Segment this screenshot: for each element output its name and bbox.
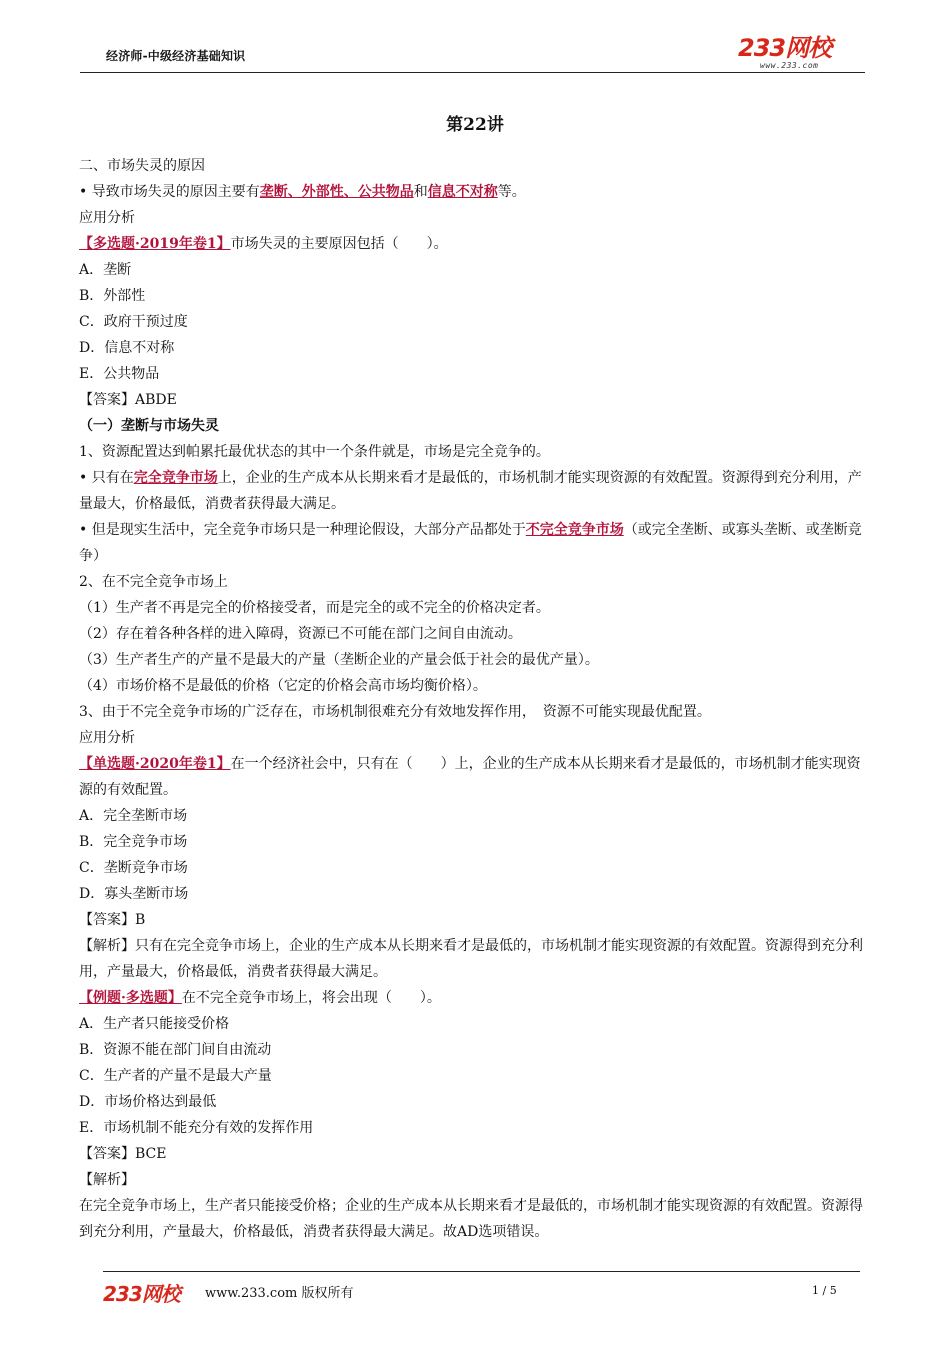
page-title: 第22讲: [446, 115, 504, 135]
paragraph: （2）存在着各种各样的进入障碍，资源已不可能在部门之间自由流动。: [79, 626, 522, 642]
paragraph: [79, 517, 871, 569]
question-text: 市场失灵的主要原因包括（ ）。: [230, 236, 448, 252]
header-divider: [80, 72, 865, 73]
paragraph: 2、在不完全竞争市场上: [79, 574, 228, 590]
footer-logo: 233网校: [103, 1282, 180, 1306]
option: A．生产者只能接受价格: [79, 1016, 230, 1032]
subsection-heading: （一）垄断与市场失灵: [79, 418, 219, 434]
label: 应用分析: [79, 210, 135, 226]
logo-url: www.233.com: [760, 61, 819, 70]
document-body: [79, 153, 871, 1245]
option: C．生产者的产量不是最大产量: [79, 1068, 272, 1084]
text: • 导致市场失灵的原因主要有: [79, 184, 260, 200]
text: 等。: [497, 184, 526, 200]
option: D．信息不对称: [79, 340, 175, 356]
option: B．完全竞争市场: [79, 834, 188, 850]
option: C．政府干预过度: [79, 314, 188, 330]
highlight-term: 信息不对称: [427, 184, 498, 200]
paragraph: [79, 465, 871, 517]
question-tag: 【单选题·2020年卷1】: [79, 756, 231, 772]
text: • 只有在: [79, 470, 134, 486]
option: D．寡头垄断市场: [79, 886, 189, 902]
label: 应用分析: [79, 730, 135, 746]
highlight-term: 不完全竞争市场: [525, 522, 624, 538]
answer: 【答案】ABDE: [79, 392, 177, 408]
paragraph: （3）生产者生产的产量不是最大的产量（垄断企业的产量会低于社会的最优产量）。: [79, 652, 599, 668]
option: E．公共物品: [79, 366, 160, 382]
question: [79, 231, 871, 257]
explanation: 【解析】只有在完全竞争市场上，企业的生产成本从长期来看才是最低的，市场机制才能实现资源的有效配置。资源得到充分利用，产量最大，价格最低，消费者获得最大满足。: [79, 938, 863, 980]
footer-copyright: www.233.com 版权所有: [205, 1286, 354, 1301]
paragraph: [79, 179, 871, 205]
question-text: 在一个经济社会中，只有在（ ）上，企业的生产成本从长期来看才是最低的，市场机制才能实现资源的有效配置。: [79, 756, 861, 798]
option: E．市场机制不能充分有效的发挥作用: [79, 1120, 314, 1136]
text: 和: [413, 184, 428, 200]
option: D．市场价格达到最低: [79, 1094, 217, 1110]
text: （或完全垄断、或寡头垄断、或垄断竞争）: [79, 522, 862, 564]
logo-main: 233网校: [738, 34, 832, 62]
paragraph: 3、由于不完全竞争市场的广泛存在，市场机制很难充分有效地发挥作用， 资源不可能实现最优配置。: [79, 704, 711, 720]
section-heading: 二、市场失灵的原因: [79, 158, 205, 174]
question-text: 在不完全竞争市场上，将会出现（ ）。: [181, 990, 441, 1006]
text: 上，企业的生产成本从长期来看才是最低的，市场机制才能实现资源的有效配置。资源得到充分利用，产量最大，价格最低，消费者获得最大满足。: [79, 470, 862, 512]
option: B．外部性: [79, 288, 146, 304]
highlight-term: 完全竞争市场: [133, 470, 218, 486]
question: [79, 985, 871, 1011]
highlight-term: 垄断、外部性、公共物品: [259, 184, 414, 200]
question: [79, 751, 871, 803]
paragraph: （4）市场价格不是最低的价格（它定的价格会高市场均衡价格）。: [79, 678, 487, 694]
option: A．完全垄断市场: [79, 808, 188, 824]
explanation-label: 【解析】: [79, 1172, 135, 1188]
text: • 但是现实生活中，完全竞争市场只是一种理论假设，大部分产品都处于: [79, 522, 526, 538]
question-tag: 【多选题·2019年卷1】: [79, 236, 231, 252]
answer: 【答案】B: [79, 912, 146, 928]
paragraph: （1）生产者不再是完全的价格接受者，而是完全的或不完全的价格决定者。: [79, 600, 550, 616]
option: B．资源不能在部门间自由流动: [79, 1042, 272, 1058]
page-number: 1 / 5: [812, 1284, 837, 1297]
answer: 【答案】BCE: [79, 1146, 167, 1162]
option: C．垄断竞争市场: [79, 860, 188, 876]
footer-divider: [103, 1271, 860, 1272]
explanation: 在完全竞争市场上，生产者只能接受价格；企业的生产成本从长期来看才是最低的，市场机制才能实现资源的有效配置。资源得到充分利用，产量最大，价格最低，消费者获得最大满足。故AD选项错误。: [79, 1198, 863, 1240]
option: A．垄断: [79, 262, 132, 278]
logo: [738, 36, 858, 72]
header-title: 经济师-中级经济基础知识: [106, 49, 246, 63]
paragraph: 1、资源配置达到帕累托最优状态的其中一个条件就是，市场是完全竞争的。: [79, 444, 550, 460]
question-tag: 【例题·多选题】: [79, 990, 182, 1006]
